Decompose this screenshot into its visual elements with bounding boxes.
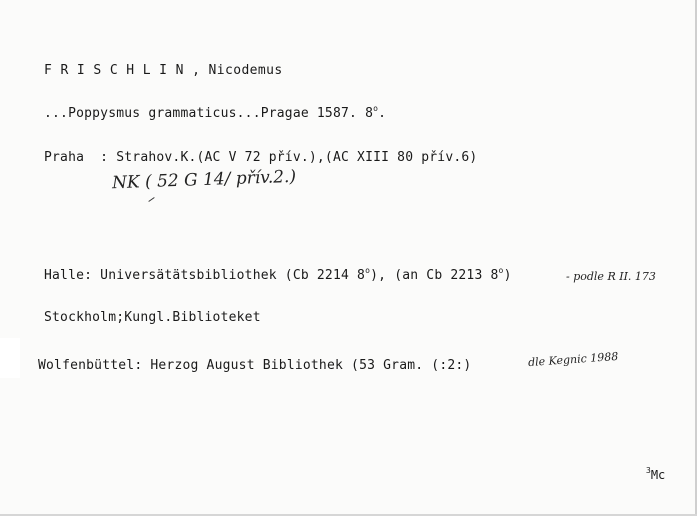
call-number-superscript: 3 bbox=[646, 466, 651, 475]
handwritten-wolfenbuettel-note: dle Kegnic 1988 bbox=[527, 349, 619, 370]
title-end: . bbox=[378, 106, 387, 121]
scan-edge bbox=[0, 338, 20, 378]
halle-end: ) bbox=[503, 268, 512, 283]
handwritten-tick bbox=[148, 197, 154, 202]
handwritten-nk-shelfmark: NK ( 52 G 14/ přív.2.) bbox=[111, 166, 297, 194]
title-line bbox=[44, 106, 386, 121]
handwritten-halle-note: - podle R II. 173 bbox=[566, 270, 656, 283]
holding-halle bbox=[44, 268, 512, 283]
halle-mid: ), (an Cb 2213 8 bbox=[370, 268, 499, 283]
holding-wolfenbuettel: Wolfenbüttel: Herzog August Bibliothek (53 Gram. (:2:) bbox=[38, 358, 472, 373]
author-line: F R I S C H L I N , Nicodemus bbox=[44, 63, 283, 78]
halle-text: Halle: Universätätsbibliothek (Cb 2214 8 bbox=[44, 268, 366, 283]
call-number-text: Mc bbox=[650, 468, 666, 482]
halle-degree-1: o bbox=[365, 266, 371, 275]
holding-praha: Praha : Strahov.K.(AC V 72 přív.),(AC XIII 80 přív.6) bbox=[44, 150, 478, 165]
title-text: ...Poppysmus grammaticus...Pragae 1587. 8 bbox=[44, 106, 374, 121]
call-number bbox=[646, 468, 665, 482]
title-format-degree: o bbox=[373, 104, 379, 113]
holding-stockholm: Stockholm;Kungl.Biblioteket bbox=[44, 310, 261, 325]
halle-degree-2: o bbox=[498, 266, 504, 275]
